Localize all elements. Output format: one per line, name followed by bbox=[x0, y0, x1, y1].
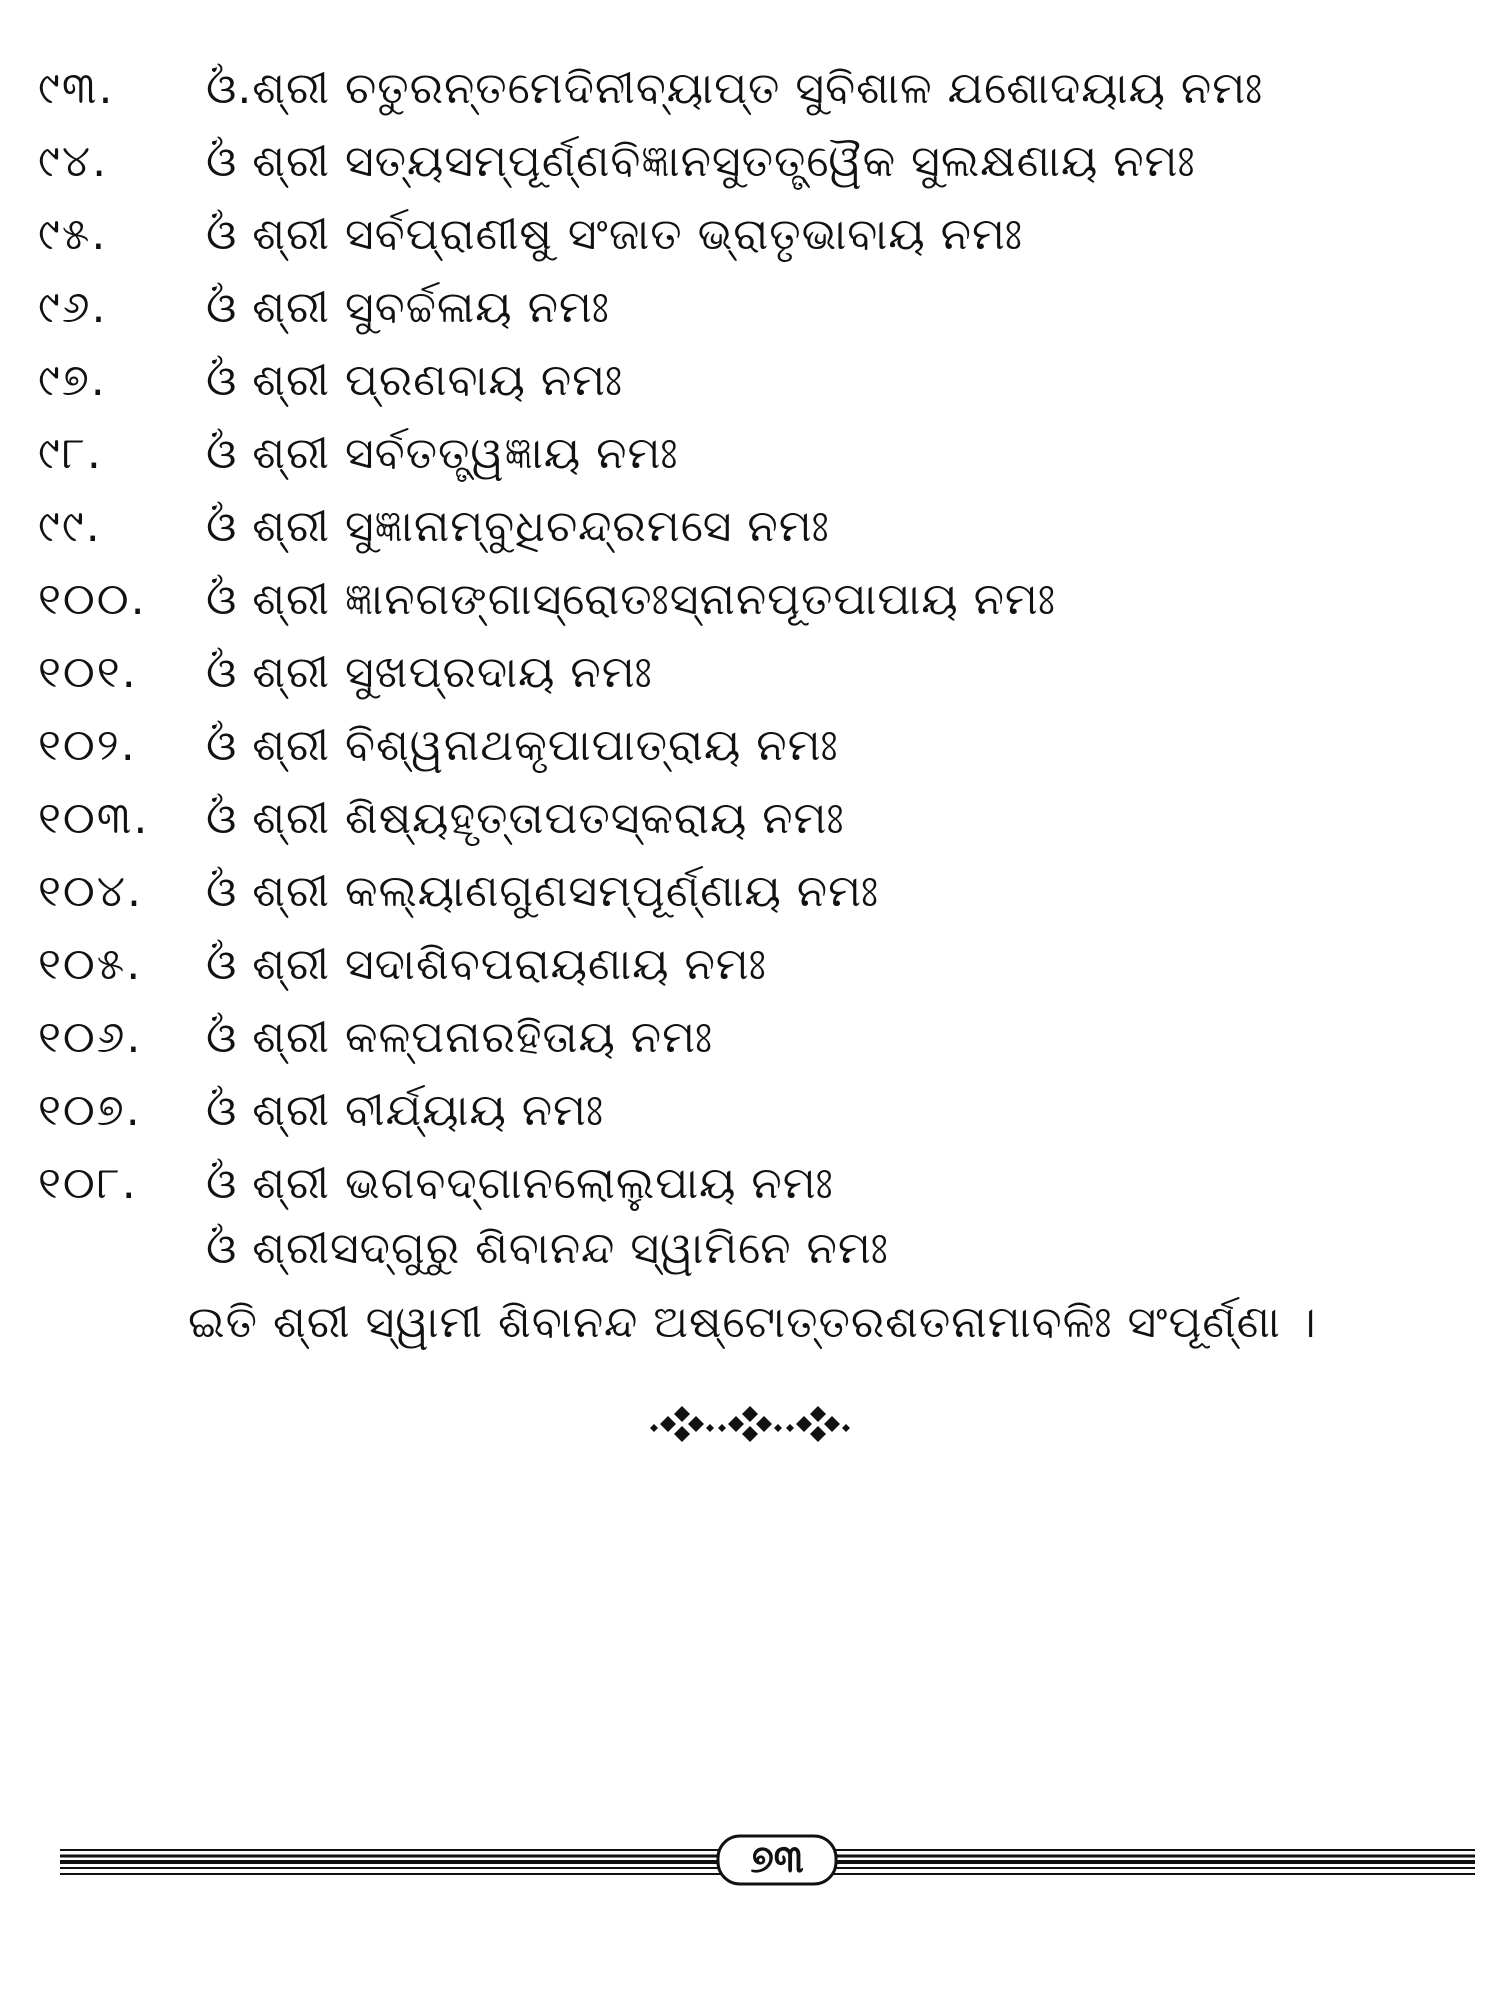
item-text: ଓଁ ଶ୍ରୀ ସର୍ବତତ୍ତ୍ୱଜ୍ଞାୟ ନମଃ bbox=[206, 428, 679, 479]
list-item bbox=[38, 271, 1458, 344]
item-text: ଓଁ ଶ୍ରୀ ସତ୍ୟସମ୍ପୂର୍ଣ୍ଣବିଜ୍ଞାନସୁତତ୍ତ୍ୱୈକ ସୁଲକ୍ଷଣାୟ ନମଃ bbox=[206, 136, 1196, 187]
item-text: ଓଁ ଶ୍ରୀ ଜ୍ଞାନଗଙ୍ଗାସ୍ରୋତଃସ୍ନାନପୂତପାପାୟ ନମଃ bbox=[206, 574, 1056, 625]
list-item bbox=[38, 490, 1458, 563]
item-number: ୧୦୫. bbox=[38, 939, 143, 990]
name-list bbox=[38, 52, 1458, 1220]
list-item bbox=[38, 855, 1458, 928]
item-text: ଓଁ ଶ୍ରୀ ବିଶ୍ୱନାଥକୃପାପାତ୍ରାୟ ନମଃ bbox=[206, 720, 839, 771]
closing-line: ଇତି ଶ୍ରୀ ସ୍ୱାମୀ ଶିବାନନ୍ଦ ଅଷ୍ଟୋତ୍ତରଶତନାମାବଳିଃ ସଂପୂର୍ଣ୍ଣା । bbox=[188, 1297, 1317, 1348]
item-text: ଓଁ ଶ୍ରୀ ଶିଷ୍ୟହୃତ୍ତାପତସ୍କରାୟ ନମଃ bbox=[206, 793, 845, 844]
list-item bbox=[38, 563, 1458, 636]
item-text: ଓଁ ଶ୍ରୀ ସୁବର୍ଚ୍ଚଳାୟ ନମଃ bbox=[206, 282, 610, 333]
list-item bbox=[38, 52, 1458, 125]
item-number: ୯୫. bbox=[38, 209, 108, 260]
item-text: ଓଁ ଶ୍ରୀ ସୁଜ୍ଞାନାମ୍ବୁଧିଚନ୍ଦ୍ରମସେ ନମଃ bbox=[206, 501, 830, 552]
item-text: ଓଁ ଶ୍ରୀ ବୀର୍ଯ୍ୟାୟ ନମଃ bbox=[206, 1085, 605, 1136]
list-item bbox=[38, 198, 1458, 271]
list-item bbox=[38, 344, 1458, 417]
diamond-cluster-icon bbox=[786, 1406, 850, 1442]
list-item bbox=[38, 636, 1458, 709]
item-number: ୯୩. bbox=[38, 63, 115, 114]
item-number: ୯୯. bbox=[38, 501, 102, 552]
item-text: ଓଁ ଶ୍ରୀ କଳ୍ପନାରହିତାୟ ନମଃ bbox=[206, 1012, 714, 1063]
item-number: ୧୦୩. bbox=[38, 793, 150, 844]
page-number: ୭୩ bbox=[750, 1837, 804, 1881]
item-text: ଓଁ ଶ୍ରୀ ପ୍ରଣବାୟ ନମଃ bbox=[206, 355, 624, 406]
list-item bbox=[38, 782, 1458, 855]
item-number: ୧୦୮. bbox=[38, 1158, 138, 1209]
item-number: ୯୪. bbox=[38, 136, 109, 187]
item-text: ଓଁ ଶ୍ରୀ କଲ୍ୟାଣଗୁଣସମ୍ପୂର୍ଣ୍ଣାୟ ନମଃ bbox=[206, 866, 880, 917]
item-number: ୯୮. bbox=[38, 428, 103, 479]
item-text: ଓଁ ଶ୍ରୀ ଭଗବଦ୍‌ଗାନଲୋଲୁପାୟ ନମଃ bbox=[206, 1158, 834, 1209]
item-number: ୯୬. bbox=[38, 282, 108, 333]
list-item bbox=[38, 1001, 1458, 1074]
item-text: ଓଁ ଶ୍ରୀ ସର୍ବପ୍ରାଣୀଷୁ ସଂଜାତ ଭ୍ରାତୃଭାବାୟ ନମଃ bbox=[206, 209, 1023, 260]
item-number: ୧୦୧. bbox=[38, 647, 138, 698]
item-number: ୧୦୦. bbox=[38, 574, 147, 625]
ornament-divider bbox=[650, 1402, 850, 1452]
item-number: ୯୭. bbox=[38, 355, 107, 406]
diamond-cluster-icon bbox=[650, 1406, 714, 1442]
list-item bbox=[38, 709, 1458, 782]
item-text: ଓଁ ଶ୍ରୀ ସଦାଶିବପରାୟଣାୟ ନମଃ bbox=[206, 939, 767, 990]
item-number: ୧୦୪. bbox=[38, 866, 143, 917]
list-item bbox=[38, 417, 1458, 490]
list-item bbox=[38, 1074, 1458, 1147]
item-number: ୧୦୬. bbox=[38, 1012, 143, 1063]
item-text: ଓଁ.ଶ୍ରୀ ଚତୁରନ୍ତମେଦିନୀବ୍ୟାପ୍ତ ସୁବିଶାଳ ଯଶୋଦୟାୟ ନମଃ bbox=[206, 63, 1264, 114]
list-item bbox=[38, 1147, 1458, 1220]
item-number: ୧୦୨. bbox=[38, 720, 137, 771]
list-item bbox=[38, 928, 1458, 1001]
item-text: ଓଁ ଶ୍ରୀ ସୁଖପ୍ରଦାୟ ନମଃ bbox=[206, 647, 653, 698]
diamond-cluster-icon bbox=[718, 1406, 782, 1442]
guru-salutation: ଓଁ ଶ୍ରୀସଦ୍‌ଗୁରୁ ଶିବାନନ୍ଦ ସ୍ୱାମିନେ ନମଃ bbox=[206, 1223, 889, 1274]
item-number: ୧୦୭. bbox=[38, 1085, 142, 1136]
list-item bbox=[38, 125, 1458, 198]
